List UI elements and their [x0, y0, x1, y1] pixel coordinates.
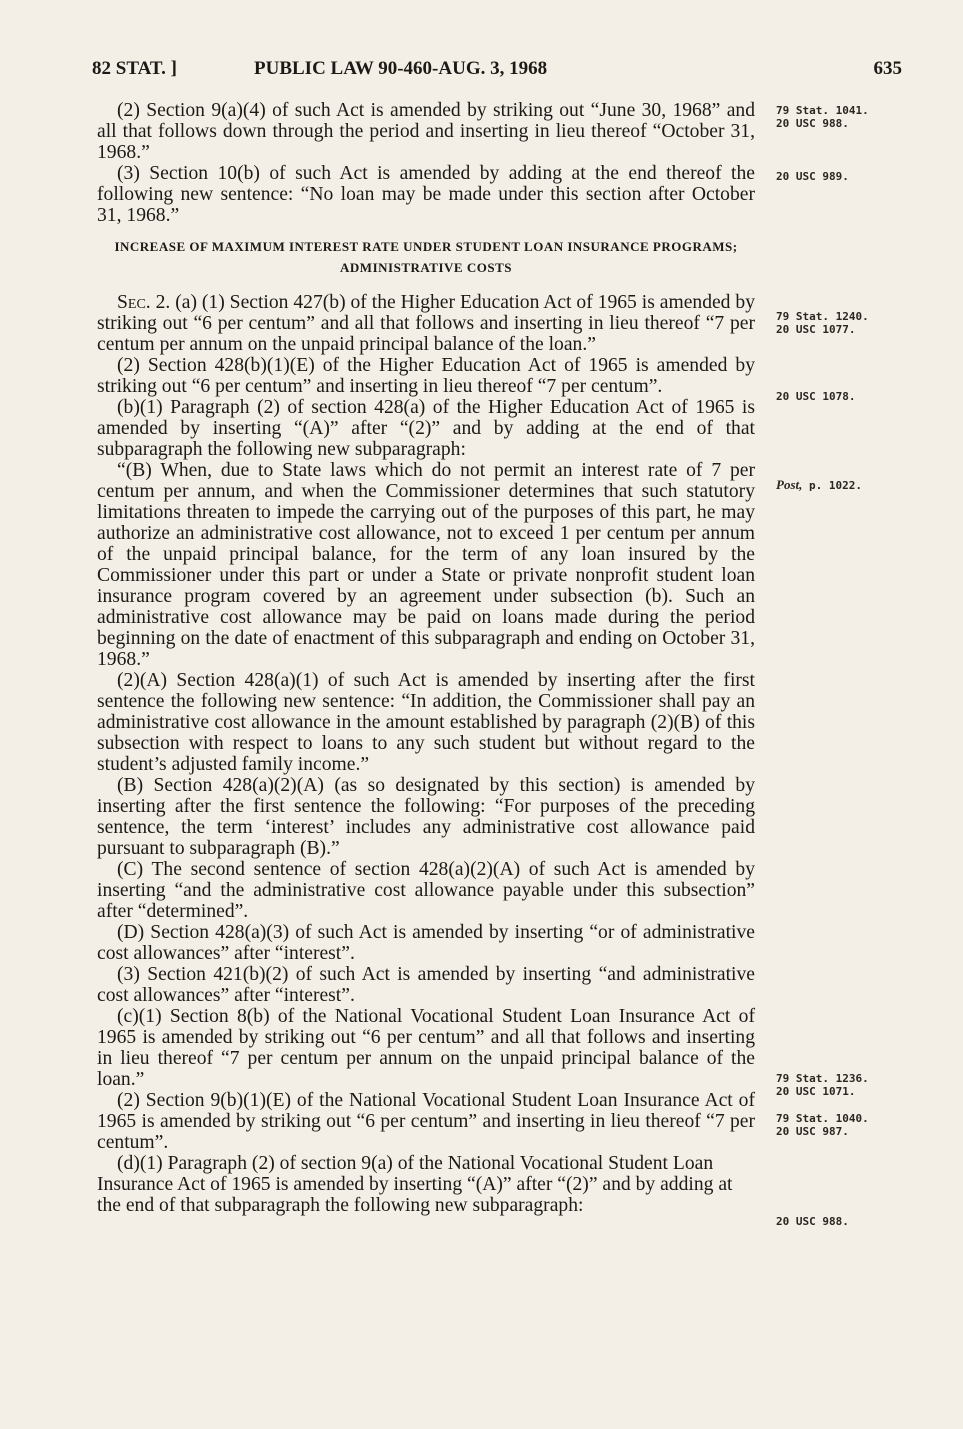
paragraph: (D) Section 428(a)(3) of such Act is amended by inserting “or of administrative cost allowances” after “interest”. — [97, 922, 755, 964]
margin-citation — [776, 1072, 886, 1098]
paragraph: (B) Section 428(a)(2)(A) (as so designated by this section) is amended by inserting after the first sentence the following: “For purposes of the preceding sentence, the term ‘interest’ includes any administrative cost allowance paid pursuant to subparagraph (B).” — [97, 775, 755, 859]
paragraph: (2)(A) Section 428(a)(1) of such Act is amended by inserting after the first sentence the following new sentence: “In addition, the Commissioner shall pay an administrative cost allowance in the amount established by paragraph (2)(B) of this subsection with respect to loans to any such student but without regard to the student’s adjusted family income.” — [97, 670, 755, 775]
citation-text: p. 1022. — [802, 479, 862, 492]
citation-italic: Post, — [776, 477, 803, 492]
margin-citation — [776, 104, 886, 130]
paragraph: (3) Section 421(b)(2) of such Act is amended by inserting “and administrative cost allowances” after “interest”. — [97, 964, 755, 1006]
paragraph: (3) Section 10(b) of such Act is amended by adding at the end thereof the following new sentence: “No loan may be made under this section after October 31, 1968.” — [97, 163, 755, 226]
citation-line: 20 USC 1077. — [776, 323, 856, 336]
paragraph: (d)(1) Paragraph (2) of section 9(a) of the National Vocational Student Loan Insurance Act of 1965 is amended by inserting “(A)” after “(2)” and by adding at the end of that subparagraph the following new subparagraph: — [97, 1153, 733, 1216]
document-body — [97, 100, 755, 1216]
margin-citation — [776, 478, 886, 492]
citation-line: 79 Stat. 1041. — [776, 104, 869, 117]
margin-citation — [776, 390, 886, 403]
paragraph: “(B) When, due to State laws which do not permit an interest rate of 7 per centum per annum, and when the Commissioner determines that such statutory limitations threaten to impede the carrying out of the purposes of this part, he may authorize an administrative cost allowance, not to exceed 1 per centum per annum of the unpaid principal balance, for the term of any loan insured by the Commissioner under this part or under a State or private nonprofit student loan insurance program covered by an agreement under subsection (b). Such an administrative cost allowance may be paid on loans made during the period beginning on the date of enactment of this subparagraph and ending on October 31, 1968.” — [97, 460, 755, 670]
citation-line: 79 Stat. 1240. — [776, 310, 869, 323]
citation-line: 79 Stat. 1040. — [776, 1112, 869, 1125]
paragraph-text: (a) (1) Section 427(b) of the Higher Education Act of 1965 is amended by striking out “6 per centum” and all that follows and inserting in lieu thereof “7 per centum per annum on the unpaid principal balance of the loan.” — [97, 292, 755, 355]
paragraph: (2) Section 9(a)(4) of such Act is amended by striking out “June 30, 1968” and all that follows down through the period and inserting in lieu thereof “October 31, 1968.” — [97, 100, 755, 163]
stat-reference: 82 STAT. ] — [92, 58, 177, 79]
citation-line: 20 USC 1071. — [776, 1085, 856, 1098]
citation-line: 79 Stat. 1236. — [776, 1072, 869, 1085]
margin-citation — [776, 310, 886, 336]
page-header — [92, 58, 902, 88]
paragraph: (2) Section 9(b)(1)(E) of the National Vocational Student Loan Insurance Act of 1965 is amended by striking out “6 per centum” and inserting in lieu thereof “7 per centum”. — [97, 1090, 755, 1153]
citation-line: 20 USC 1078. — [776, 390, 856, 403]
margin-citation — [776, 1215, 886, 1228]
page-number: 635 — [873, 58, 902, 79]
section-heading: INCREASE OF MAXIMUM INTEREST RATE UNDER STUDENT LOAN INSURANCE PROGRAMS; ADMINISTRATIVE COSTS — [114, 239, 738, 275]
paragraph: (b)(1) Paragraph (2) of section 428(a) of the Higher Education Act of 1965 is amended by inserting “(A)” after “(2)” and by adding at the end of that subparagraph the following new subparagraph: — [97, 397, 755, 460]
citation-line: 20 USC 988. — [776, 117, 849, 130]
citation-line: 20 USC 988. — [776, 1215, 849, 1228]
paragraph: (C) The second sentence of section 428(a)(2)(A) of such Act is amended by inserting “and the administrative cost allowance payable under this subsection” after “determined”. — [97, 859, 755, 922]
citation-line: 20 USC 987. — [776, 1125, 849, 1138]
section-label: Sec. 2. — [117, 292, 171, 313]
margin-citation — [776, 1112, 886, 1138]
citation-line — [776, 478, 886, 492]
paragraph — [97, 292, 755, 355]
paragraph: (c)(1) Section 8(b) of the National Vocational Student Loan Insurance Act of 1965 is amended by striking out “6 per centum” and all that follows and inserting in lieu thereof “7 per centum per annum on the unpaid principal balance of the loan.” — [97, 1006, 755, 1090]
margin-citation — [776, 170, 886, 183]
page-title: PUBLIC LAW 90-460-AUG. 3, 1968 — [254, 58, 548, 79]
paragraph: (2) Section 428(b)(1)(E) of the Higher Education Act of 1965 is amended by striking out “6 per centum” and inserting in lieu thereof “7 per centum”. — [97, 355, 755, 397]
citation-line: 20 USC 989. — [776, 170, 849, 183]
